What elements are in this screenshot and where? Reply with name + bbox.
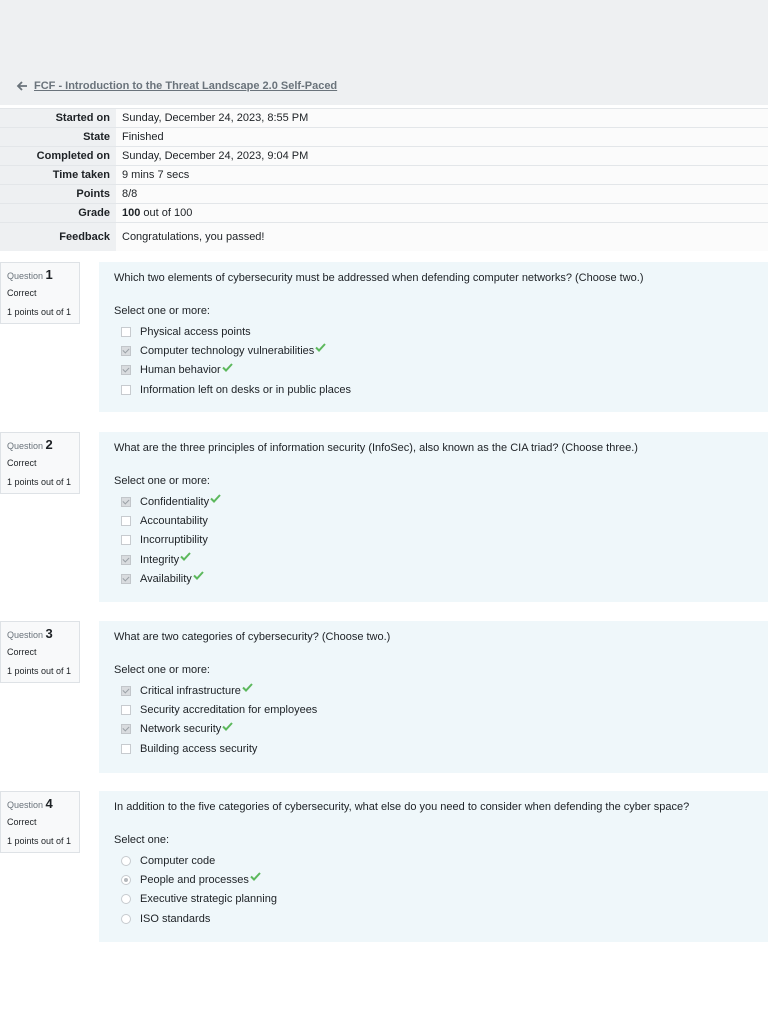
question-text: Which two elements of cybersecurity must be addressed when defending computer networks? (Choose two.) <box>114 272 644 284</box>
summary-value: Finished <box>116 128 768 147</box>
checkmark-icon <box>222 722 233 731</box>
answer-checkbox[interactable] <box>121 686 131 696</box>
summary-value: Sunday, December 24, 2023, 9:04 PM <box>116 147 768 166</box>
answer-checkbox[interactable] <box>121 744 131 754</box>
answer-label: Integrity <box>140 553 180 566</box>
question-number-value: 3 <box>45 626 53 641</box>
summary-row-points <box>0 185 768 204</box>
question-grade: 1 points out of 1 <box>7 477 72 487</box>
arrow-left-icon <box>16 80 28 92</box>
answer-list <box>114 681 753 758</box>
summary-label: Feedback <box>0 223 116 252</box>
answer-label: Physical access points <box>140 325 251 338</box>
answer-prompt: Select one: <box>114 834 170 846</box>
checkmark-icon <box>222 363 233 372</box>
answer-label: ISO standards <box>140 912 211 925</box>
answer-option[interactable] <box>114 361 753 380</box>
answer-checkbox[interactable] <box>121 555 131 565</box>
grade-suffix: out of 100 <box>140 207 193 219</box>
answer-prompt: Select one or more: <box>114 475 210 487</box>
question-number <box>7 626 73 641</box>
answer-checkbox[interactable] <box>121 535 131 545</box>
answer-list <box>114 322 753 399</box>
checkmark-icon <box>315 343 326 352</box>
answer-option[interactable] <box>114 739 753 758</box>
summary-row-feedback <box>0 223 768 252</box>
summary-value <box>116 204 768 223</box>
answer-radio[interactable] <box>121 894 131 904</box>
answer-option[interactable] <box>114 511 753 530</box>
question-number <box>7 267 73 282</box>
checkmark-icon <box>242 683 253 692</box>
question-info <box>0 432 80 494</box>
answer-radio[interactable] <box>121 875 131 885</box>
answer-option[interactable] <box>114 531 753 550</box>
answer-radio[interactable] <box>121 914 131 924</box>
answer-checkbox[interactable] <box>121 574 131 584</box>
summary-label: Time taken <box>0 166 116 185</box>
answer-option[interactable] <box>114 569 753 588</box>
question-info <box>0 262 80 324</box>
attempt-summary-table <box>0 108 768 251</box>
question-number-value: 4 <box>45 796 53 811</box>
summary-row-started <box>0 109 768 128</box>
answer-list <box>114 851 753 928</box>
answer-option[interactable] <box>114 700 753 719</box>
summary-value: Sunday, December 24, 2023, 8:55 PM <box>116 109 768 128</box>
answer-label: People and processes <box>140 873 249 886</box>
question-state: Correct <box>7 817 37 827</box>
answer-label: Computer technology vulnerabilities <box>140 344 315 357</box>
checkmark-icon <box>193 571 204 580</box>
answer-label: Confidentiality <box>140 495 210 508</box>
summary-label: State <box>0 128 116 147</box>
question-grade: 1 points out of 1 <box>7 836 72 846</box>
answer-radio[interactable] <box>121 856 131 866</box>
answer-label: Building access security <box>140 742 258 755</box>
question-info <box>0 621 80 683</box>
answer-option[interactable] <box>114 492 753 511</box>
summary-label: Completed on <box>0 147 116 166</box>
answer-label: Computer code <box>140 854 216 867</box>
question-label: Question <box>7 630 44 640</box>
question-grade: 1 points out of 1 <box>7 666 72 676</box>
answer-label: Availability <box>140 572 192 585</box>
summary-value: Congratulations, you passed! <box>116 223 768 252</box>
answer-label: Accountability <box>140 514 208 527</box>
question-label: Question <box>7 800 44 810</box>
question-state: Correct <box>7 458 37 468</box>
answer-checkbox[interactable] <box>121 385 131 395</box>
answer-option[interactable] <box>114 380 753 399</box>
summary-value: 8/8 <box>116 185 768 204</box>
summary-label: Started on <box>0 109 116 128</box>
answer-checkbox[interactable] <box>121 327 131 337</box>
question-info <box>0 791 80 853</box>
answer-option[interactable] <box>114 341 753 360</box>
question-text: In addition to the five categories of cybersecurity, what else do you need to consider when defending the cyber space? <box>114 801 690 813</box>
question-label: Question <box>7 271 44 281</box>
question-number-value: 1 <box>45 267 53 282</box>
checkmark-icon <box>250 872 261 881</box>
answer-label: Security accreditation for employees <box>140 703 318 716</box>
question-state: Correct <box>7 288 37 298</box>
answer-list <box>114 492 753 588</box>
summary-row-state <box>0 128 768 147</box>
answer-checkbox[interactable] <box>121 516 131 526</box>
summary-row-time <box>0 166 768 185</box>
answer-checkbox[interactable] <box>121 705 131 715</box>
course-breadcrumb[interactable] <box>16 78 337 94</box>
question-grade: 1 points out of 1 <box>7 307 72 317</box>
question-text: What are the three principles of information security (InfoSec), also known as the CIA triad? (Choose three.) <box>114 442 638 454</box>
question-state: Correct <box>7 647 37 657</box>
answer-label: Information left on desks or in public places <box>140 383 351 396</box>
answer-option[interactable] <box>114 909 753 928</box>
summary-label: Points <box>0 185 116 204</box>
summary-value: 9 mins 7 secs <box>116 166 768 185</box>
answer-prompt: Select one or more: <box>114 305 210 317</box>
answer-label: Human behavior <box>140 364 221 377</box>
answer-label: Incorruptibility <box>140 534 208 547</box>
question-number <box>7 437 73 452</box>
summary-row-grade <box>0 204 768 223</box>
answer-checkbox[interactable] <box>121 497 131 507</box>
answer-option[interactable] <box>114 890 753 909</box>
summary-row-completed <box>0 147 768 166</box>
answer-checkbox[interactable] <box>121 724 131 734</box>
answer-prompt: Select one or more: <box>114 664 210 676</box>
answer-label: Network security <box>140 723 222 736</box>
answer-checkbox[interactable] <box>121 346 131 356</box>
question-content <box>99 621 768 773</box>
answer-label: Executive strategic planning <box>140 893 277 906</box>
question-content <box>99 432 768 602</box>
course-link[interactable]: FCF - Introduction to the Threat Landscape 2.0 Self-Paced <box>34 80 338 92</box>
checkmark-icon <box>210 494 221 503</box>
question-content <box>99 262 768 412</box>
answer-option[interactable] <box>114 681 753 700</box>
answer-option[interactable] <box>114 550 753 569</box>
question-text: What are two categories of cybersecurity? (Choose two.) <box>114 631 391 643</box>
answer-option[interactable] <box>114 851 753 870</box>
answer-checkbox[interactable] <box>121 365 131 375</box>
grade-score: 100 <box>122 207 141 219</box>
question-number <box>7 796 73 811</box>
answer-option[interactable] <box>114 720 753 739</box>
question-label: Question <box>7 441 44 451</box>
summary-label: Grade <box>0 204 116 223</box>
checkmark-icon <box>180 552 191 561</box>
answer-option[interactable] <box>114 870 753 889</box>
question-content <box>99 791 768 942</box>
answer-option[interactable] <box>114 322 753 341</box>
answer-label: Critical infrastructure <box>140 684 241 697</box>
question-number-value: 2 <box>45 437 53 452</box>
